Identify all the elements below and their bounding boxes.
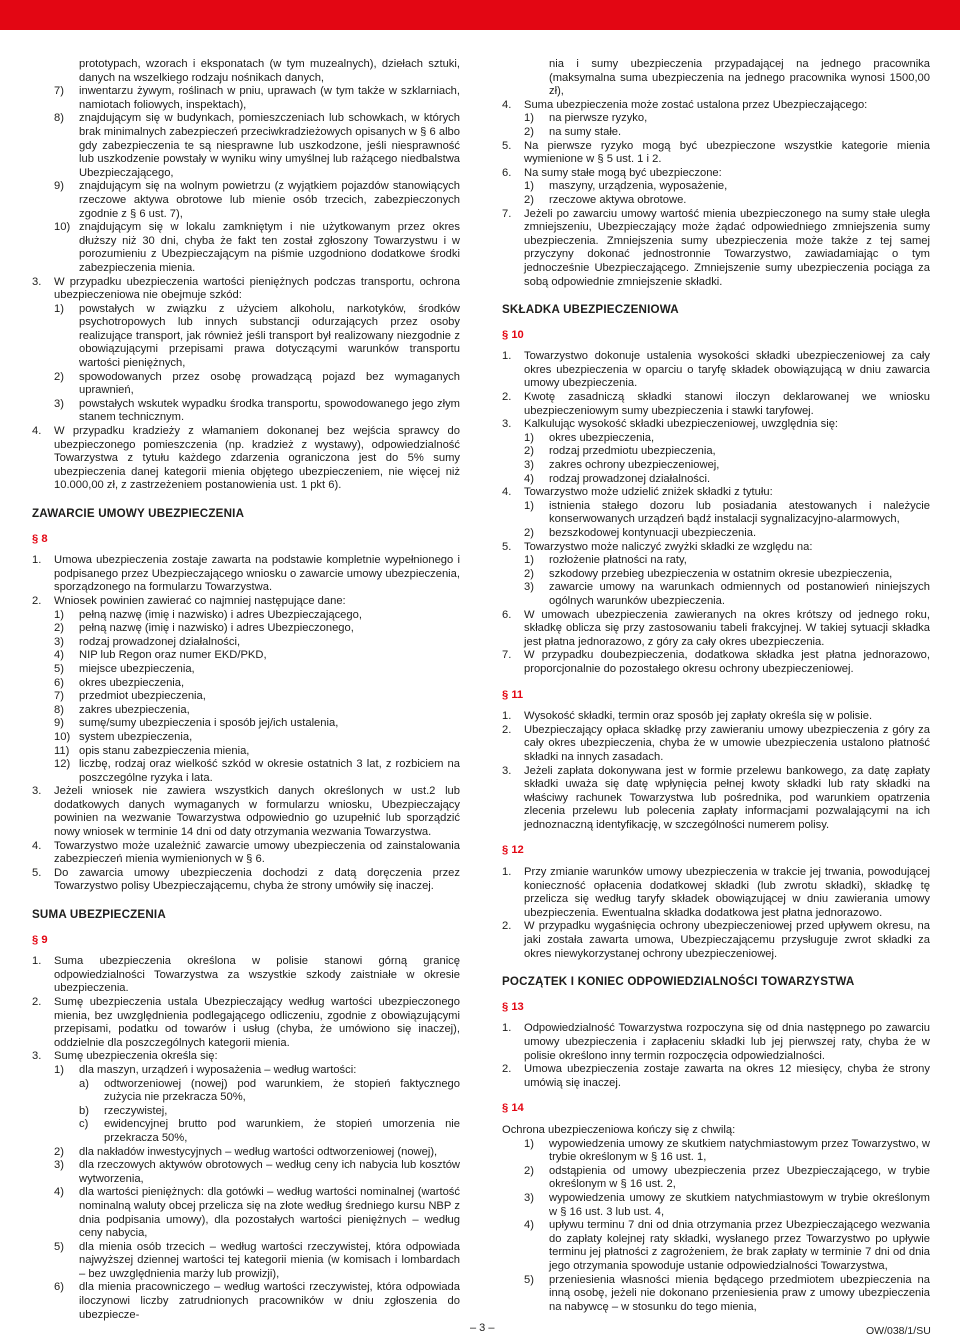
list-item-number: 2) <box>54 370 64 383</box>
list-item-text: rzeczowe aktywa obrotowe. <box>549 193 687 206</box>
list-item-text: dla wartości pieniężnych: dla gotówki – według wartości nominalnej (wartość nominalną waluty obcej przelicza się na złote według średniego kursu NBP z dnia podpisania umowy), dla pozostałych wartości pieniężnych – według ceny nabycia, <box>79 1186 460 1240</box>
list-item-number: 1. <box>502 350 512 363</box>
list-item <box>502 432 930 446</box>
list-item-text: prototypach, wzorach i eksponatach (w tym muzealnych), dziełach sztuki, danych na wszelkiego rodzaju nośnikach danych, <box>79 58 460 84</box>
list-item-number: 1) <box>54 1063 64 1076</box>
page-number: – 3 – <box>470 1322 495 1334</box>
list-item-text: dla nakładów inwestycyjnych – według wartości odtworzeniowej (nowej), <box>79 1145 438 1158</box>
list-item-text: odstąpienia od umowy ubezpieczenia przez Ubezpieczającego, w trybie określonym w § 16 ust. 2, <box>549 1164 930 1191</box>
list-item <box>502 58 930 99</box>
list-item <box>32 1186 460 1240</box>
list-item-number: 1) <box>524 1137 534 1150</box>
list-item-text: W przypadku doubezpieczenia, dodatkowa składka jest płatna jednorazowo, proporcjonalnie do pozostałego okresu ochrony ubezpieczeniowej. <box>524 649 930 675</box>
list-item-text: W przypadku kradzieży z włamaniem dokonanej bez wejścia sprawcy do ubezpieczonego pomieszczenia (np. kradzież z wystawy), odpowiedzialność Towarzystwa z tytułu każdego zdarzenia ograniczona jest do 5% sumy ubezpieczenia danej kategorii mienia objętego ubezpieczeniem, nie więcej niż 10.000,00 zł, z zastrzeżeniem postanowienia ust. 1 pkt 6). <box>54 425 460 492</box>
list-item-text: Sumę ubezpieczenia ustala Ubezpieczający według wartości ubezpieczonego mienia, bez uwzględnienia podlegającego odliczeniu, zgodnie z obowiązującymi przepisami, podatku od towarów i usług (chyba, że umówiono się inaczej), oddzielnie dla poszczególnych kategorii mienia. <box>54 996 460 1049</box>
list-item-number: 3) <box>524 1191 534 1204</box>
list-item-number: 1. <box>502 710 512 723</box>
list-item-text: miejsce ubezpieczenia, <box>79 662 195 675</box>
list-item <box>502 391 930 418</box>
list-item <box>502 208 930 290</box>
list-item-text: zakres ubezpieczenia, <box>79 703 190 716</box>
list-item-number: 3) <box>54 635 64 648</box>
section-heading: POCZĄTEK I KONIEC ODPOWIEDZIALNOŚCI TOWARZYSTWA <box>502 975 855 989</box>
list-item <box>32 609 460 623</box>
list-item <box>32 1105 460 1119</box>
list-item-text: nia i sumy ubezpieczenia przypadającej na jednego pracownika (maksymalna suma ubezpieczenia na jednego pracownika wynosi 1500,00 zł), <box>549 58 930 98</box>
paragraph-number: § 8 <box>32 532 48 545</box>
list-item-number: 2) <box>524 125 534 138</box>
list-item-text: pełną nazwę (imię i nazwisko) i adres Ubezpieczonego, <box>79 622 354 635</box>
list-item-text: wypowiedzenia umowy ze skutkiem natychmiastowym w trybie określonym w § 16 ust. 3 lub ust. 4, <box>549 1191 930 1218</box>
list-item <box>32 1281 460 1322</box>
list-item <box>32 276 460 303</box>
list-item-text: na pierwsze ryzyko, <box>549 112 648 125</box>
list-item <box>502 473 930 487</box>
list-item <box>502 418 930 432</box>
list-item-number: 3) <box>54 397 64 410</box>
list-item-text: dla maszyn, urządzeń i wyposażenia – według wartości: <box>79 1063 357 1076</box>
list-item <box>32 1159 460 1186</box>
list-item-text: Na sumy stałe mogą być ubezpieczone: <box>524 166 722 179</box>
list-item-number: 2) <box>524 1164 534 1177</box>
list-item-text: bezszkodowej kontynuacji ubezpieczenia. <box>549 527 757 539</box>
list-item-text: Suma ubezpieczenia określona w polisie stanowi górną granicę odpowiedzialności Towarzystwa za wszystkie szkody zaistniałe w okresie ubezpieczenia. <box>54 955 460 995</box>
list-item <box>502 445 930 459</box>
list-item-text: Odpowiedzialność Towarzystwa rozpoczyna się od dnia następnego po zawarciu umowy ubezpieczenia i zapłaceniu składki lub jej pierwszej raty, chyba że w polisie określono inny termin rozpoczęcia odpowiedzialności. <box>524 1022 930 1062</box>
list-item <box>32 398 460 425</box>
paragraph-number: § 9 <box>32 933 48 946</box>
list-item-number: 2) <box>54 1145 64 1158</box>
list-item-text: na sumy stałe. <box>549 125 622 138</box>
list-item <box>32 636 460 650</box>
list-item <box>32 303 460 371</box>
list-item-text: Towarzystwo może uzależnić zawarcie umowy ubezpieczenia od zainstalowania zabezpieczeń mienia wymienionych w § 6. <box>54 839 460 866</box>
section-heading: ZAWARCIE UMOWY UBEZPIECZENIA <box>32 507 245 520</box>
list-item-text: W przypadku wygaśnięcia ochrony ubezpieczeniowej przed upływem okresu, na jaki została zawarta umowa, Ubezpieczającemu przysługuje zwrot składki za okres niewykorzystanej ochrony ubezpieczeniowej. <box>524 920 930 960</box>
list-item-text: Kwotę zasadniczą składki stanowi iloczyn deklarowanej we wniosku ubezpieczeniowym sumy ubezpieczenia i stawki taryfowej. <box>524 391 930 417</box>
list-item-text: istnienia stałego dozoru lub posiadania atestowanych i należycie konserwowanych urządzeń bądź instalacji sygnalizacyjno-alarmowych, <box>549 499 930 526</box>
paragraph-number: § 13 <box>502 1000 524 1013</box>
list-item-text: powstałych w związku z użyciem alkoholu, narkotyków, środków psychotropowych lub innych substancji odurzających przez osoby realizujące transport, jak również jeśli transport był realizowany niezgodnie z obowiązującymi przepisami prawa dotyczącymi warunków transportu wartości pieniężnych, <box>79 302 460 370</box>
list-item-number: 3) <box>524 459 534 472</box>
right-column <box>502 58 930 1314</box>
list-item-number: 2. <box>32 996 42 1008</box>
list-item <box>32 996 460 1050</box>
list-item <box>502 167 930 181</box>
list-item-text: sumę/sumy ubezpieczenia i sposób jej/ich ustalenia, <box>79 717 339 730</box>
list-item-number <box>54 58 79 85</box>
list-item-text: W przypadku ubezpieczenia wartości pieniężnych podczas transportu, ochrona ubezpieczeniowa nie obejmuje szkód: <box>54 275 460 302</box>
list-item-text: zawarcie umowy na warunkach odmiennych od postanowień niniejszych ogólnych warunków ubezpieczenia. <box>549 581 930 607</box>
list-item <box>32 1050 460 1064</box>
list-item-number: 3) <box>54 1159 64 1172</box>
list-item-number: 4. <box>32 839 42 852</box>
list-item-text: rodzaj prowadzonej działalności. <box>549 472 711 485</box>
list-item-number: 2. <box>502 920 512 933</box>
list-item-text: W umowach ubezpieczenia zawieranych na okres krótszy od jednego roku, składkę oblicza się przy zastosowaniu tabeli frakcyjnej. W takiej sytuacji składka jest płatna jednorazowo, z góry za cały okres ubezpieczenia. <box>524 608 930 648</box>
list-item <box>502 194 930 208</box>
list-item-number: 1) <box>54 608 64 621</box>
list-item <box>32 717 460 731</box>
list-item-text: opis stanu zabezpieczenia mienia, <box>79 744 250 757</box>
list-item <box>32 180 460 221</box>
list-item-number: 5) <box>54 1240 64 1253</box>
list-item-number: 10) <box>54 730 71 743</box>
list-item-text: Wysokość składki, termin oraz sposób jej zapłaty określa się w polisie. <box>524 710 873 723</box>
list-item <box>502 1138 930 1165</box>
list-item <box>32 1064 460 1078</box>
list-item-number: 2) <box>54 622 64 635</box>
list-item-number: 11) <box>54 744 70 757</box>
list-item-number: a) <box>79 1077 89 1090</box>
list-item-number: 4. <box>502 98 512 111</box>
list-item <box>32 554 460 595</box>
list-item-text: system ubezpieczenia, <box>79 730 193 743</box>
list-item <box>32 595 460 609</box>
list-item <box>32 649 460 663</box>
list-item-number: 2. <box>502 723 512 736</box>
list-item-number: 5. <box>502 540 512 553</box>
list-item-number: 5. <box>502 139 512 152</box>
list-item <box>32 1118 460 1145</box>
list-item-text: pełną nazwę (imię i nazwisko) i adres Ubezpieczającego, <box>79 608 362 621</box>
list-item-number: 2. <box>32 594 42 607</box>
list-item-text: okres ubezpieczenia, <box>549 431 655 444</box>
list-item <box>502 920 930 961</box>
list-item-text: Jeżeli zapłata dokonywana jest w formie przelewu bankowego, za datę zapłaty składki uważa się datę wpłynięcia pełnej kwoty składki lub raty składki na właściwy rachunek Towarzystwa lub pośrednika, pod warunkiem opatrzenia zlecenia przelewu lub polecenia zapłaty informacjami pozwalającymi na ich jednoznaczną identyfikację, w szczególności numerem polisy. <box>524 764 930 831</box>
list-item-number: 1) <box>524 554 534 567</box>
list-item <box>502 710 930 724</box>
list-item-number: 7) <box>54 690 64 703</box>
list-item-text: okres ubezpieczenia, <box>79 676 185 689</box>
list-item-text: Towarzystwo może udzielić zniżek składki z tytułu: <box>524 486 773 499</box>
list-item <box>32 622 460 636</box>
list-item-text: rodzaj przedmiotu ubezpieczenia, <box>549 445 716 458</box>
list-item <box>502 527 930 541</box>
list-item-number: 1) <box>524 499 534 512</box>
list-item <box>32 1078 460 1105</box>
list-item <box>502 765 930 833</box>
list-item <box>32 758 460 785</box>
list-item-number: 7. <box>502 649 512 662</box>
list-item <box>502 1274 930 1315</box>
list-item-text: rodzaj prowadzonej działalności, <box>79 635 241 648</box>
list-item-number: 6. <box>502 166 512 179</box>
list-item-number: 2. <box>502 1063 512 1076</box>
list-item-text: Towarzystwo może naliczyć zwyżki składki ze względu na: <box>524 540 813 553</box>
list-item-number: 8) <box>54 112 64 125</box>
list-item-text: znajdującym się w budynkach, pomieszczeniach lub schowkach, w których brak minimalnych zabezpieczeń przeciwkradzieżowych opisanych w § 6 albo gdy zabezpieczenia te są niesprawne lub uszkodzone, jeśli niesprawność lub uszkodzenie powstały w wyniku winy umyślnej lub rażącego niedbalstwa Ubezpieczającego, <box>79 112 460 179</box>
list-item-text: maszyny, urządzenia, wyposażenie, <box>549 180 728 193</box>
list-item <box>502 866 930 920</box>
list-item-text: wypowiedzenia umowy ze skutkiem natychmiastowym przez Towarzystwo, w trybie określonym w § 16 ust. 1, <box>549 1137 930 1164</box>
list-item-number: 4) <box>524 1219 534 1232</box>
header-bar <box>0 0 960 30</box>
list-item-text: przeniesienia własności mienia będącego przedmiotem ubezpieczenia na inną osobę, jeżeli nie dokonano przeniesienia praw z umowy ubezpieczenia na nabywcę – w stosunku do tego mienia, <box>549 1273 930 1313</box>
list-item-text: rozłożenie płatności na raty, <box>549 554 687 567</box>
section-heading: SUMA UBEZPIECZENIA <box>32 908 166 922</box>
list-item-number: 3. <box>502 418 512 431</box>
list-item <box>502 724 930 765</box>
list-item-text: odtworzeniowej (nowej) pod warunkiem, że stopień faktycznego zużycia nie przekracza 50%, <box>104 1077 460 1104</box>
list-item-number: 7) <box>54 85 64 98</box>
list-item <box>32 785 460 839</box>
list-item-number: 3. <box>32 785 42 798</box>
list-item <box>502 554 930 568</box>
list-item <box>32 731 460 745</box>
list-item <box>502 581 930 608</box>
list-item-number: 3. <box>32 1050 42 1063</box>
list-item-text: Umowa ubezpieczenia zostaje zawarta na podstawie kompletnie wypełnionego i podpisanego przez Ubezpieczającego wniosku o zawarcie umowy ubezpieczenia, sporządzonego na formularzu Towarzystwa. <box>54 554 460 594</box>
list-item-number: 5) <box>54 662 64 675</box>
list-item <box>32 745 460 759</box>
list-item-text: Jeżeli po zawarciu umowy wartość mienia ubezpieczonego na sumy stałe uległa zmniejszeniu, Ubezpieczający może żądać odpowiedniego zmniejszenia sumy ubezpieczenia. Zmniejszenia sumy ubezpieczenia może także z tej samej przyczyny dokonać jednostronnie Towarzystwo, zawiadamiając o tym jednocześnie Ubezpieczającego. Zmniejszenie sumy ubezpieczenia pociąga za sobą odpowiednie zmniejszenie składki. <box>524 207 930 288</box>
list-item-number: 10) <box>54 221 71 234</box>
list-item-text: Suma ubezpieczenia może zostać ustalona przez Ubezpieczającego: <box>524 98 868 111</box>
list-item <box>502 1219 930 1273</box>
list-item-number: 4) <box>54 1186 64 1199</box>
list-item <box>502 350 930 391</box>
list-item-number: 5) <box>524 1273 534 1286</box>
list-item-text: zakres ochrony ubezpieczeniowej, <box>549 459 720 472</box>
list-item <box>32 221 460 275</box>
list-item <box>502 609 930 650</box>
list-item-number: 1. <box>502 1022 512 1035</box>
paragraph-number: § 14 <box>502 1102 524 1115</box>
list-item-number: 6) <box>54 1281 64 1294</box>
list-item <box>502 180 930 194</box>
list-item-number: 2) <box>524 193 534 206</box>
list-item <box>32 840 460 867</box>
list-item-number: 3. <box>32 275 42 288</box>
list-item <box>32 112 460 180</box>
list-item-number: 9) <box>54 180 64 193</box>
list-item-text: Sumę ubezpieczenia określa się: <box>54 1050 218 1063</box>
paragraph-text: Ochrona ubezpieczeniowa kończy się z chwilą: <box>502 1123 736 1136</box>
list-item-text: Umowa ubezpieczenia zostaje zawarta na okres 12 miesięcy, chyba że strony umówią się inaczej. <box>524 1063 930 1089</box>
list-item <box>502 1192 930 1219</box>
list-item-text: Ubezpieczający opłaca składkę przy zawieraniu umowy ubezpieczenia z góry za cały okres ubezpieczenia, chyba że w umowie ubezpieczenia ustalono płatność składki na innych zasadach. <box>524 723 930 763</box>
list-item-text: dla mienia osób trzecich – według wartości rzeczywistej, która odpowiada najwyższej dziennej wartości tej kategorii mienia (w komisach i lombardach – bez uwzględnienia marży lub prowizji), <box>79 1240 460 1280</box>
list-item <box>502 99 930 113</box>
list-item-text: Towarzystwo dokonuje ustalenia wysokości składki ubezpieczeniowej za cały okres ubezpieczenia w oparciu o taryfę składek obowiązującą w dniu zawarcia umowy ubezpieczenia. <box>524 350 930 390</box>
list-item <box>502 1165 930 1192</box>
list-item-number: 1. <box>502 866 512 879</box>
list-item-number: 1) <box>524 112 534 125</box>
list-item-number: 9) <box>54 717 64 730</box>
list-item <box>32 58 460 85</box>
list-item <box>32 371 460 398</box>
list-item-text: dla mienia pracowniczego – według wartości rzeczywistej, która odpowiada iloczynowi liczby zatrudnionych pracowników w dniu zgłoszenia do ubezpiecze- <box>79 1281 460 1321</box>
left-column <box>32 58 460 1322</box>
list-item-text: Wniosek powinien zawierać co najmniej następujące dane: <box>54 594 346 607</box>
list-item <box>502 541 930 555</box>
list-item-text: ewidencyjnej brutto pod warunkiem, że stopień umorzenia nie przekracza 50%, <box>104 1118 460 1144</box>
list-item-number: 4. <box>32 425 42 438</box>
list-item <box>502 649 930 676</box>
list-item-number: 7. <box>502 207 512 220</box>
list-item <box>32 955 460 996</box>
list-item-text: Na pierwsze ryzyko mogą być ubezpieczone wszystkie kategorie mienia wymienione w § 5 ust. 1 i 2. <box>524 139 930 166</box>
list-item <box>32 677 460 691</box>
list-item-number: 4) <box>524 472 534 485</box>
list-item <box>32 663 460 677</box>
list-item-number: 8) <box>54 703 64 716</box>
document-code: OW/038/1/SU <box>866 1325 931 1337</box>
list-item-number: c) <box>79 1118 89 1131</box>
list-item-number: 1) <box>54 302 64 315</box>
list-item-number: 12) <box>54 758 71 771</box>
paragraph-number: § 12 <box>502 844 524 857</box>
list-item-number: 5. <box>32 866 42 879</box>
list-item <box>32 1146 460 1160</box>
list-item-number: 3) <box>524 581 534 594</box>
list-item <box>502 112 930 126</box>
list-item-text: upływu terminu 7 dni od dnia otrzymania przez Ubezpieczającego wezwania do zapłaty kolejnej raty składki, wysłanego przez Towarzystwo po upływie terminu jej płatności z zagrożeniem, że brak zapłaty w terminie 7 dni od dnia jego otrzymania spowoduje ustanie odpowiedzialności Towarzystwa, <box>549 1219 930 1272</box>
list-item-text: Jeżeli wniosek nie zawiera wszystkich danych określonych w ust.2 lub dodatkowych danych wymaganych w formularzu wniosku, Ubezpieczający powinien na wezwanie Towarzystwa odpowiednio go uzupełnić lub sporządzić nowy wniosek w terminie 14 dni od daty otrzymania wezwania Towarzystwa. <box>54 785 460 839</box>
list-item-number: 2) <box>524 445 534 458</box>
list-item-text: przedmiot ubezpieczenia, <box>79 690 206 703</box>
list-item <box>502 459 930 473</box>
list-item <box>32 867 460 894</box>
list-item <box>502 500 930 527</box>
list-item-text: Do zawarcia umowy ubezpieczenia dochodzi z datą doręczenia przez Towarzystwo polisy Ubezpieczającemu, chyba że strony umówiły się inaczej. <box>54 866 460 893</box>
list-item <box>502 568 930 582</box>
list-item-number: 2. <box>502 391 512 404</box>
list-item-text: znajdującym się w lokalu zamkniętym i nie użytkowanym przez okres dłuższy niż 30 dni, chyba że fakt ten został zgłoszony Towarzystwu i w porozumieniu z Ubezpieczającym na piśmie uzgodniono dodatkowe środki zabezpieczenia mienia. <box>79 221 460 274</box>
list-item <box>502 126 930 140</box>
list-item-text: NIP lub Regon oraz numer EKD/PKD, <box>79 649 267 662</box>
list-item-text: Przy zmianie warunków umowy ubezpieczenia w trakcie jej trwania, powodującej konieczność opłacenia dodatkowej składki (lub zwrotu składki), składkę tę przelicza się według taryfy składek obowiązującej w dniu zawierania umowy ubezpieczenia. Ewentualna składka dodatkowa jest płatna jednorazowo. <box>524 866 930 919</box>
list-item-number: 6) <box>54 676 64 689</box>
list-item-number: 2) <box>524 527 534 539</box>
section-heading: SKŁADKA UBEZPIECZENIOWA <box>502 303 679 317</box>
list-item <box>502 140 930 167</box>
list-item-text: rzeczywistej, <box>104 1104 168 1117</box>
list-item-number: 3. <box>502 764 512 777</box>
list-item-text: spowodowanych przez osobę prowadzącą pojazd bez wymaganych uprawnień, <box>79 370 460 397</box>
list-item-number: 4) <box>54 649 64 662</box>
list-item-text: liczbę, rodzaj oraz wielkość szkód w okresie ostatnich 3 lat, z rozbiciem na poszczególne ryzyka i lata. <box>79 758 460 784</box>
list-item <box>502 1022 930 1063</box>
list-item <box>502 486 930 500</box>
list-item-text: powstałych wskutek wypadku środka transportu, spowodowanego jego złym stanem technicznym. <box>79 397 460 424</box>
list-item <box>32 85 460 112</box>
list-item-number: 2) <box>524 567 534 580</box>
list-item-number: 6. <box>502 608 512 621</box>
list-item-number: 1) <box>524 431 534 444</box>
list-item <box>32 704 460 718</box>
paragraph-number: § 11 <box>502 688 524 701</box>
list-item-text: szkodowy przebieg ubezpieczenia w ostatnim okresie ubezpieczenia, <box>549 567 893 580</box>
list-item-number: b) <box>79 1104 89 1117</box>
list-item <box>32 690 460 704</box>
list-item-number: 1. <box>32 554 42 567</box>
list-item-text: Kalkulując wysokość składki ubezpieczeniowej, uwzględnia się: <box>524 418 839 431</box>
list-item-text: inwentarzu żywym, roślinach w pniu, uprawach (w tym także w szklarniach, namiotach foliowych, inspektach), <box>79 85 460 111</box>
list-item <box>502 1063 930 1090</box>
list-item-text: dla rzeczowych aktywów obrotowych – według ceny ich nabycia lub kosztów wytworzenia, <box>79 1159 460 1185</box>
list-item-text: znajdującym się na wolnym powietrzu (z wyjątkiem pojazdów stanowiących rzeczowe aktywa obrotowe lub mienie osób trzecich, zabezpieczonych zgodnie z § 6 ust. 7), <box>79 180 460 220</box>
list-item <box>32 1241 460 1282</box>
list-item-number: 1. <box>32 955 42 968</box>
list-item <box>32 425 460 493</box>
list-item-number: 4. <box>502 486 512 499</box>
list-item-number: 1) <box>524 180 534 193</box>
paragraph-number: § 10 <box>502 328 524 341</box>
list-item-number <box>524 58 549 99</box>
